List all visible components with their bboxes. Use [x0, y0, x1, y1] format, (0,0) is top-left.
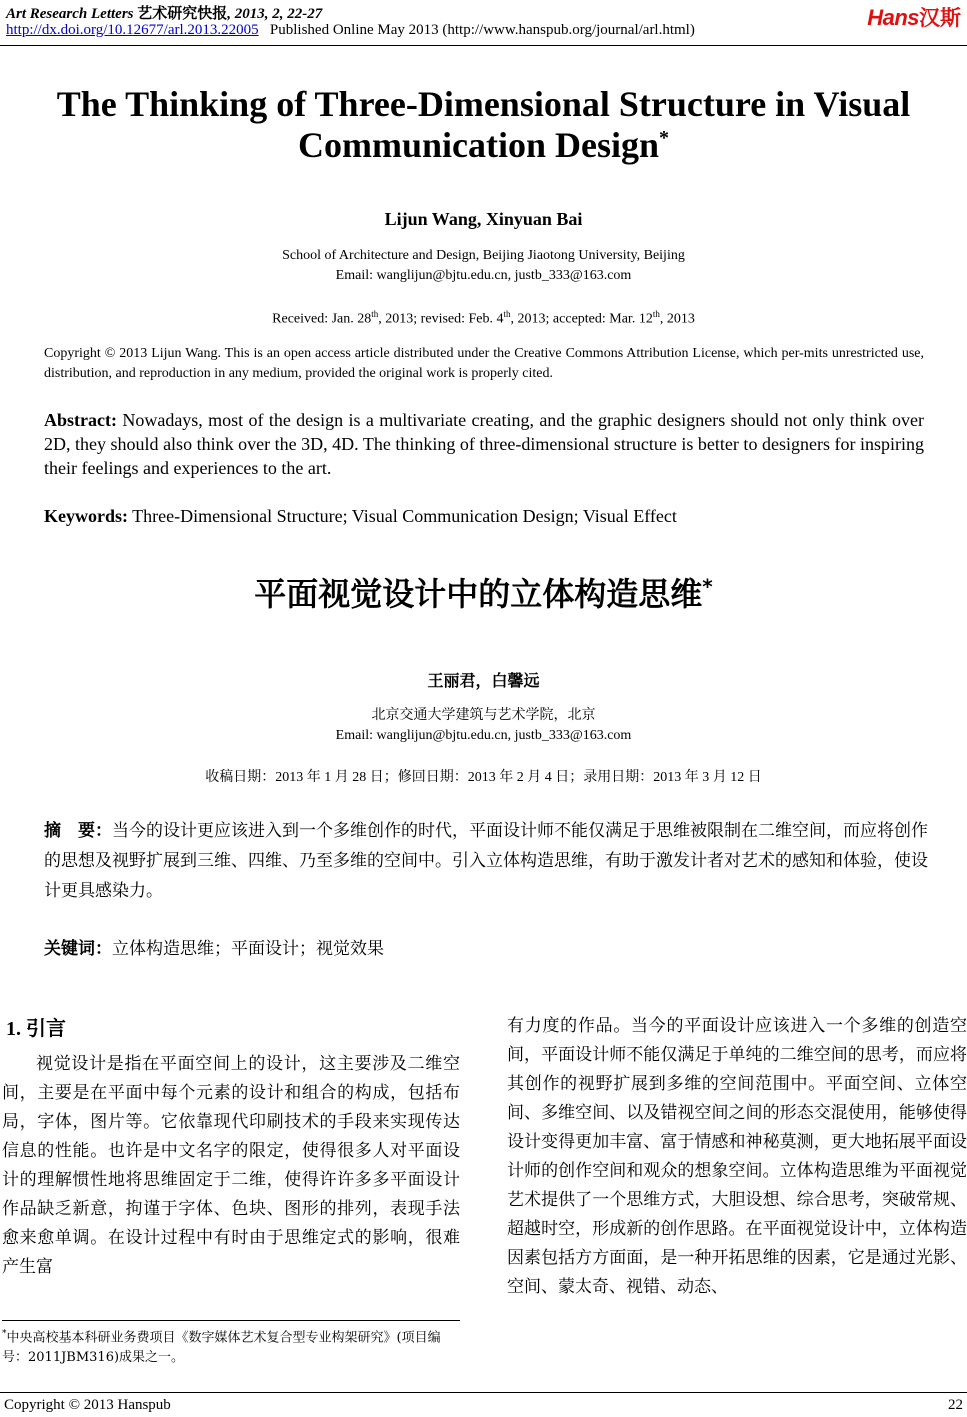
section-title: 引言 — [26, 1016, 66, 1040]
title-cn-mark: * — [702, 574, 713, 599]
hans-logo-cn: 汉斯 — [919, 6, 961, 30]
email-cn: Email: wanglijun@bjtu.edu.cn, justb_333@163.com — [335, 728, 632, 743]
paper-title-cn — [40, 574, 927, 614]
keywords-cn-text: 立体构造思维；平面设计；视觉效果 — [112, 939, 384, 959]
body-column-left: 视觉设计是指在平面空间上的设计，这主要涉及二维空间，主要是在平面中每个元素的设计和组合的构成，包括布局，字体，图片等。它依靠现代印刷技术的手段来实现传达信息的性能。也许是中文名字的限定，使得很多人对平面设计的理解惯性地将思维固定于二维，使得许许多多平面设计作品缺乏新意，拘谨于字体、色块、图形的排列，表现手法愈来愈单调。在设计过程中有时由于思维定式的影响，很难产生富 — [2, 1054, 460, 1277]
abstract-label: Abstract: — [44, 410, 117, 430]
footer-divider — [0, 1392, 967, 1393]
published-info: Published Online May 2013 (http://www.hanspub.org/journal/arl.html) — [269, 22, 695, 38]
title-en-line1: The Thinking of Three-Dimensional Structure in Visual — [56, 84, 911, 124]
affiliation-en-block — [40, 246, 927, 286]
keywords-en — [44, 504, 924, 528]
abstract-en — [44, 408, 924, 480]
hans-logo — [867, 2, 961, 32]
journal-name-cn: 艺术研究快报 — [137, 6, 228, 22]
title-en-line2: Communication Design — [297, 125, 660, 165]
title-cn-text: 平面视觉设计中的立体构造思维 — [254, 575, 703, 613]
affiliation-cn-block — [40, 706, 927, 746]
header-divider — [0, 45, 967, 46]
abstract-cn — [44, 816, 928, 906]
keywords-cn-label: 关键词： — [44, 939, 112, 959]
copyright-notice: Copyright © 2013 Lijun Wang. This is an open access article distributed under the Creative Commons Attribution License, which per-mits unrestricted use, distribution, and reproduction in any medium, provided the original work is properly cited. — [44, 346, 924, 381]
journal-header — [6, 2, 322, 23]
journal-volume: , 2013, 2, 22-27 — [227, 6, 323, 22]
title-footnote-mark: * — [659, 127, 670, 149]
footer-copyright: Copyright © 2013 Hanspub — [4, 1397, 171, 1413]
keywords-text: Three-Dimensional Structure; Visual Communication Design; Visual Effect — [128, 506, 677, 526]
section-number: 1. — [6, 1018, 26, 1040]
authors-en: Lijun Wang, Xinyuan Bai — [384, 209, 583, 229]
keywords-label: Keywords: — [44, 506, 128, 526]
keywords-cn — [44, 934, 928, 964]
doi-line — [6, 22, 695, 39]
received-text: Received: Jan. 28 — [272, 311, 372, 327]
paper-title-en — [40, 84, 927, 166]
body-column-right: 有力度的作品。当今的平面设计应该进入一个多维的创造空间，平面设计师不能仅满足于单纯的二维空间的思考，而应将其创作的视野扩展到多维的空间范围中。平面空间、立体空间、多维空间、以及错视空间之间的形态交混使用，能够使得设计变得更加丰富、富于情感和神秘莫测，更大地拓展平面设计师的创作空间和观众的想象空间。立体构造思维为平面视觉艺术提供了一个思维方式，大胆设想、综合思考，突破常规、超越时空，形成新的创作思路。在平面视觉设计中，立体构造因素包括方方面面，是一种开拓思维的因素，它是通过光影、空间、蒙太奇、视错、动态、 — [507, 1016, 967, 1297]
footnote-text: 中央高校基本科研业务费项目《数字媒体艺术复合型专业构架研究》(项目编号：2011JBM316)成果之一。 — [2, 1330, 441, 1366]
accepted-text: , 2013; accepted: Mar. 12 — [510, 311, 653, 327]
received-dates-cn: 收稿日期：2013 年 1 月 28 日；修回日期：2013 年 2 月 4 日；录用日期：2013 年 3 月 12 日 — [205, 770, 762, 785]
abstract-cn-text: 当今的设计更应该进入到一个多维创作的时代，平面设计师不能仅满足于思维被限制在二维空间，而应将创作的思想及视野扩展到三维、四维、乃至多维的空间中。引入立体构造思维，有助于激发计者对艺术的感知和体验，使设计更具感染力。 — [44, 821, 928, 901]
doi-link[interactable]: http://dx.doi.org/10.12677/arl.2013.22005 — [6, 22, 259, 38]
hans-logo-text: Hans — [867, 5, 919, 30]
footnote-divider — [2, 1320, 460, 1321]
affiliation-cn: 北京交通大学建筑与艺术学院，北京 — [371, 708, 596, 723]
revised-text: , 2013; revised: Feb. 4 — [378, 311, 504, 327]
accepted-year: , 2013 — [659, 311, 695, 327]
abstract-cn-label: 摘 要： — [44, 821, 112, 841]
section-heading — [6, 1012, 66, 1041]
affiliation-en: School of Architecture and Design, Beijing Jiaotong University, Beijing — [282, 248, 685, 263]
accepted-sup: th — [652, 309, 660, 319]
footnote-mark: * — [2, 1329, 7, 1339]
page-number: 22 — [948, 1397, 963, 1413]
received-sup: th — [371, 309, 379, 319]
footnote — [2, 1324, 460, 1368]
abstract-text: Nowadays, most of the design is a multivariate creating, and the graphic designers should not only think over 2D, they should also think over the 3D, 4D. The thinking of three-dimensional structure is better to designers for inspiring their feelings and experiences to the art. — [44, 410, 924, 478]
authors-cn: 王丽君，白馨远 — [427, 673, 540, 690]
revised-sup: th — [503, 309, 511, 319]
email-en: Email: wanglijun@bjtu.edu.cn, justb_333@163.com — [335, 268, 632, 283]
journal-name: Art Research Letters — [6, 6, 134, 22]
received-dates-en — [40, 304, 927, 330]
